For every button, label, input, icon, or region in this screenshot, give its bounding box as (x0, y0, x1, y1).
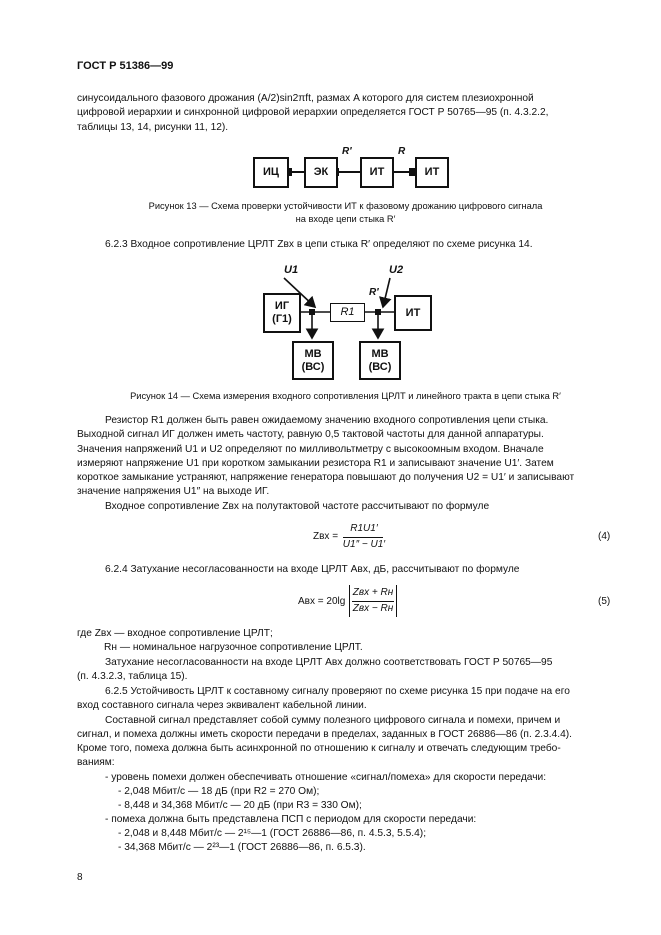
s625-line-6: ваниям: (77, 757, 115, 769)
figure-13-caption-1: Рисунок 13 — Схема проверки устойчивости ИТ к фазовому дрожанию цифрового сигнала (148, 201, 543, 211)
fig14-label-u1: U1 (284, 264, 299, 276)
s625-line-5: Кроме того, помеха должна быть асинхронной по отношению к сигналу и отвечать следующим требо- (77, 743, 561, 755)
fig14-box-mv2-line1: МВ (371, 347, 389, 360)
fig14-label-u2: U2 (389, 264, 404, 276)
fig13-label-r-prime: R′ (342, 146, 352, 157)
fig13-box-ek: ЭК (304, 157, 338, 188)
resistor-line-2: Выходной сигнал ИГ должен иметь частоту, равную 0,5 тактовой частоты для данной аппаратуры. (77, 429, 544, 441)
eq4-denominator: U1″ − U1′ (342, 539, 386, 550)
eq5-lhs: Aвх = 20lg (298, 596, 346, 607)
resistor-paragraph (77, 414, 614, 500)
fig13-label-r: R (398, 146, 406, 157)
eq4-fraction-bar (343, 537, 383, 538)
eq5-abs-left (349, 585, 350, 617)
intro-line-1: синусоидального фазового дрожания (A/2)sin2πft, размах A которого для систем плезиохронной (77, 93, 534, 104)
eq5-denominator: Zвх − Rн (352, 603, 394, 614)
intro-line-2: цифровой иерархии и синхронной цифровой иерархии определяется ГОСТ Р 50765—95 (п. 4.3.2.2, (77, 107, 549, 119)
resistor-line-1: Резистор R1 должен быть равен ожидаемому значению входного сопротивления цепи стыка. (105, 415, 549, 426)
attenuation-paragraph (77, 656, 614, 685)
where-line-2: Rн — номинальное нагрузочное сопротивление ЦРЛТ. (104, 642, 363, 653)
fig14-box-mv-2 (359, 341, 401, 380)
fig14-node-2 (375, 309, 381, 315)
s625-line-1: 6.2.5 Устойчивость ЦРЛТ к составному сигналу проверяют по схеме рисунка 15 при подаче на его (105, 686, 570, 697)
attenuation-line-2: (п. 4.3.2.3, таблица 15). (77, 671, 188, 683)
s625-line-4: сигнал, и помеха должны иметь скорости передачи в пределах, заданных в ГОСТ 26886—86 (п. 2.3.4.4). (77, 728, 572, 740)
fig14-box-mv1-line2: (ВС) (301, 360, 325, 373)
eq4-numerator: R1U1′ (350, 523, 378, 534)
eq4-lhs: Zвх = (313, 531, 339, 542)
eq5-numerator: Zвх + Rн (352, 587, 394, 598)
resistor-line-5: короткое замыкание устраняют, напряжение генератора повышают до получения U2 = U1′ и записывают (77, 472, 575, 484)
figure-14-caption: Рисунок 14 — Схема измерения входного сопротивления ЦРЛТ и линейного тракта в цепи стыка R′ (130, 391, 561, 401)
list-item-1a: - 2,048 Мбит/с — 18 дБ (при R2 = 270 Ом); (118, 786, 320, 797)
list-item-2b: - 34,368 Мбит/с — 2²³—1 (ГОСТ 26886—86, п. 6.5.3). (118, 842, 366, 853)
intro-line-3: таблицы 13, 14, рисунки 11, 12). (77, 121, 229, 133)
fig13-box-ic: ИЦ (253, 157, 289, 188)
figure-13-caption-2: на входе цепи стыка R′ (295, 214, 396, 224)
input-resistance-text: Входное сопротивление Zвх на полутактовой частоте рассчитывают по формуле (105, 501, 490, 512)
fig14-box-mv1-line1: МВ (304, 347, 322, 360)
fig14-box-ig-line2: (Г1) (272, 313, 292, 325)
fig14-label-r-prime: R′ (369, 287, 379, 298)
fig13-box-it-2: ИТ (415, 157, 449, 188)
eq5-fraction-bar (352, 601, 394, 602)
resistor-line-3: Значения напряжений U1 и U2 определяют по милливольтметру с высокоомным входом. Вначале (77, 443, 544, 455)
list-item-2: - помеха должна быть представлена ПСП с периодом для скорости передачи: (105, 814, 477, 825)
list-item-2a: - 2,048 и 8,448 Мбит/с — 2¹⁵—1 (ГОСТ 26886—86, п. 4.5.3, 5.5.4); (118, 828, 427, 839)
fig14-box-mv-1 (292, 341, 334, 380)
fig13-box-it-1: ИТ (360, 157, 394, 188)
s625-line-2: вход составного сигнала через эквивалент кабельной линии. (77, 700, 367, 712)
section-6-2-5 (77, 685, 614, 771)
fig14-box-it: ИТ (394, 295, 432, 331)
fig14-box-ig-line1: ИГ (274, 300, 290, 312)
s625-line-3: Составной сигнал представляет собой сумму полезного цифрового сигнала и помехи, причем и (105, 714, 561, 726)
attenuation-line-1: Затухание несогласованности на входе ЦРЛТ Aвх должно соответствовать ГОСТ Р 50765—95 (105, 657, 553, 668)
eq5-number: (5) (598, 596, 611, 607)
document-header: ГОСТ Р 51386—99 (77, 60, 174, 72)
eq5-abs-right (396, 585, 397, 617)
fig14-box-ig (263, 293, 301, 333)
fig14-box-r1: R1 (330, 303, 365, 322)
resistor-line-6: значение напряжения U1″ на выходе ИГ. (77, 486, 270, 498)
where-line-1: где Zвх — входное сопротивление ЦРЛТ; (77, 628, 273, 639)
list-item-1: - уровень помехи должен обеспечивать отношение «сигнал/помеха» для скорости передачи: (105, 772, 547, 783)
fig14-box-mv2-line2: (ВС) (368, 360, 392, 373)
section-6-2-4: 6.2.4 Затухание несогласованности на входе ЦРЛТ Aвх, дБ, рассчитывают по формуле (105, 564, 520, 575)
section-6-2-3: 6.2.3 Входное сопротивление ЦРЛТ Zвх в цепи стыка R′ определяют по схеме рисунка 14. (105, 239, 533, 250)
resistor-line-4: измеряют напряжение U1 при коротком замыкании резистора R1 и записывают значение U1′. Затем (77, 457, 554, 469)
page-number: 8 (77, 872, 83, 883)
eq4-number: (4) (598, 531, 611, 542)
fig14-node-1 (309, 309, 315, 315)
list-item-1b: - 8,448 и 34,368 Мбит/с — 20 дБ (при R3 = 330 Ом); (118, 800, 362, 811)
